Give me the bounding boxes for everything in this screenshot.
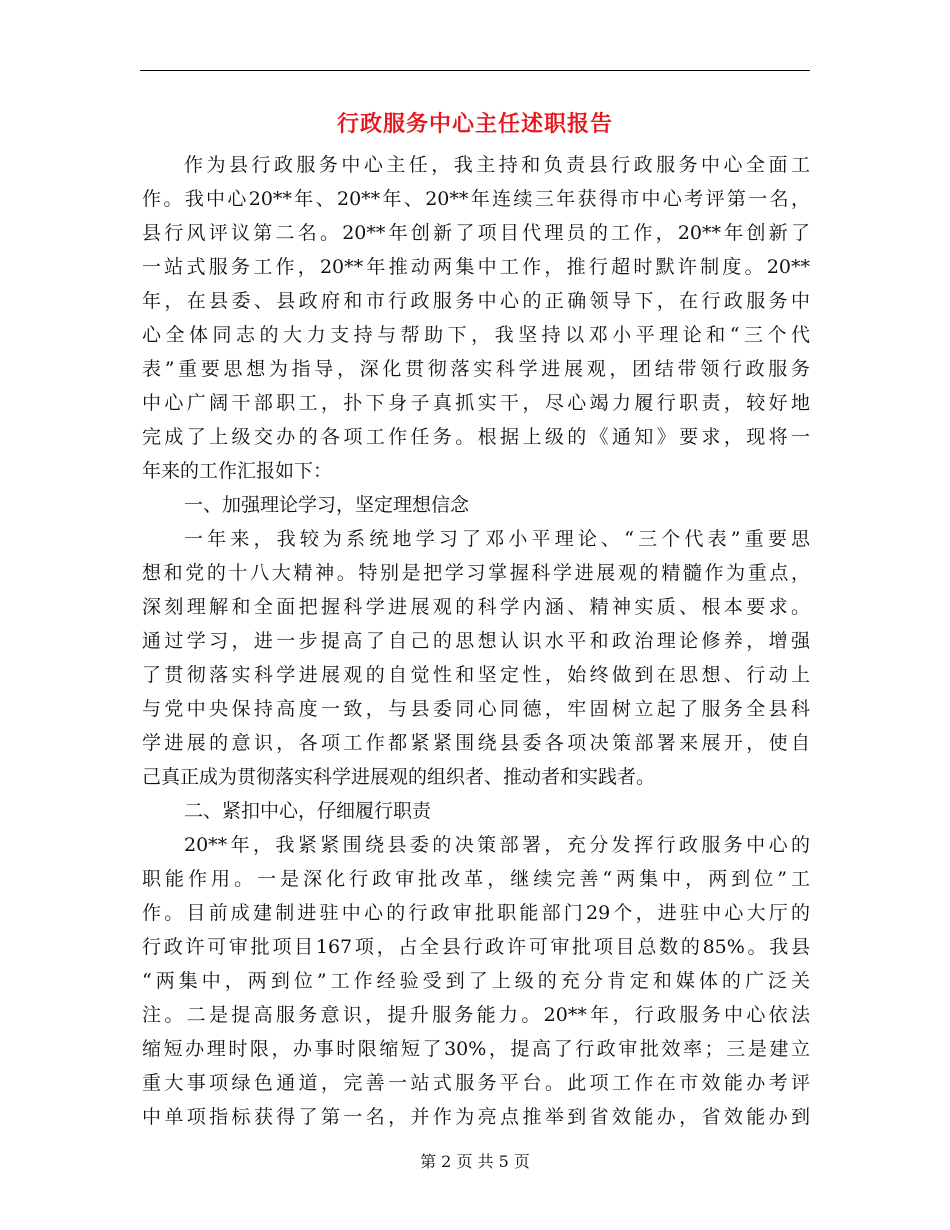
body-line: 二、紧扣中心，仔细履行职责 [184,800,432,822]
body-line: 职能作用。一是深化行政审批改革，继续完善“两集中，两到位”工 [142,868,810,890]
body-line: 深刻理解和全面把握科学进展观的科学内涵、精神实质、根本要求。 [142,596,810,618]
body-line: 想和党的十八大精神。特别是把学习掌握科学进展观的精髓作为重点， [142,562,810,584]
body-line: 通过学习，进一步提高了自己的思想认识水平和政治理论修养，增强 [142,630,810,652]
body-line: 年来的工作汇报如下： [142,460,333,482]
body-line: 缩短办理时限，办事时限缩短了30%，提高了行政审批效率；三是建立 [142,1038,810,1060]
body-line: 一年来，我较为系统地学习了邓小平理论、“三个代表”重要思 [184,528,810,550]
page-number-footer: 第 2 页 共 5 页 [420,1152,530,1171]
body-line: 作。我中心20**年、20**年、20**年连续三年获得市中心考评第一名， [142,188,810,210]
body-line: 表”重要思想为指导，深化贯彻落实科学进展观，团结带领行政服务 [142,358,810,380]
body-line: 完成了上级交办的各项工作任务。根据上级的《通知》要求，现将一 [142,426,810,448]
header-rule [140,70,810,71]
body-line: “两集中，两到位”工作经验受到了上级的充分肯定和媒体的广泛关 [142,970,810,992]
body-line: 作。目前成建制进驻中心的行政审批职能部门29个，进驻中心大厅的 [142,902,810,924]
body-line: 己真正成为贯彻落实科学进展观的组织者、推动者和实践者。 [142,766,656,788]
body-line: 学进展的意识，各项工作都紧紧围绕县委各项决策部署来展开，使自 [142,732,810,754]
body-line: 年，在县委、县政府和市行政服务中心的正确领导下，在行政服务中 [142,290,810,312]
body-line: 与党中央保持高度一致，与县委同心同德，牢固树立起了服务全县科 [142,698,810,720]
body-line: 一站式服务工作，20**年推动两集中工作，推行超时默许制度。20** [142,256,810,278]
document-title: 行政服务中心主任述职报告 [336,111,613,137]
body-line: 重大事项绿色通道，完善一站式服务平台。此项工作在市效能办考评 [142,1072,810,1094]
body-line: 中心广阔干部职工，扑下身子真抓实干，尽心竭力履行职责，较好地 [142,392,810,414]
body-line: 心全体同志的大力支持与帮助下，我坚持以邓小平理论和“三个代 [142,324,810,346]
body-line: 一、加强理论学习，坚定理想信念 [184,494,470,516]
body-line: 作为县行政服务中心主任，我主持和负责县行政服务中心全面工 [184,154,810,176]
body-line: 注。二是提高服务意识，提升服务能力。20**年，行政服务中心依法 [142,1004,810,1026]
body-line: 了贯彻落实科学进展观的自觉性和坚定性，始终做到在思想、行动上 [142,664,810,686]
body-line: 行政许可审批项目167项，占全县行政许可审批项目总数的85%。我县 [142,936,810,958]
document-body [142,148,810,1134]
body-line: 20**年，我紧紧围绕县委的决策部署，充分发挥行政服务中心的 [184,834,810,856]
body-line: 县行风评议第二名。20**年创新了项目代理员的工作，20**年创新了 [142,222,810,244]
body-line: 中单项指标获得了第一名，并作为亮点推举到省效能办，省效能办到 [142,1106,810,1128]
